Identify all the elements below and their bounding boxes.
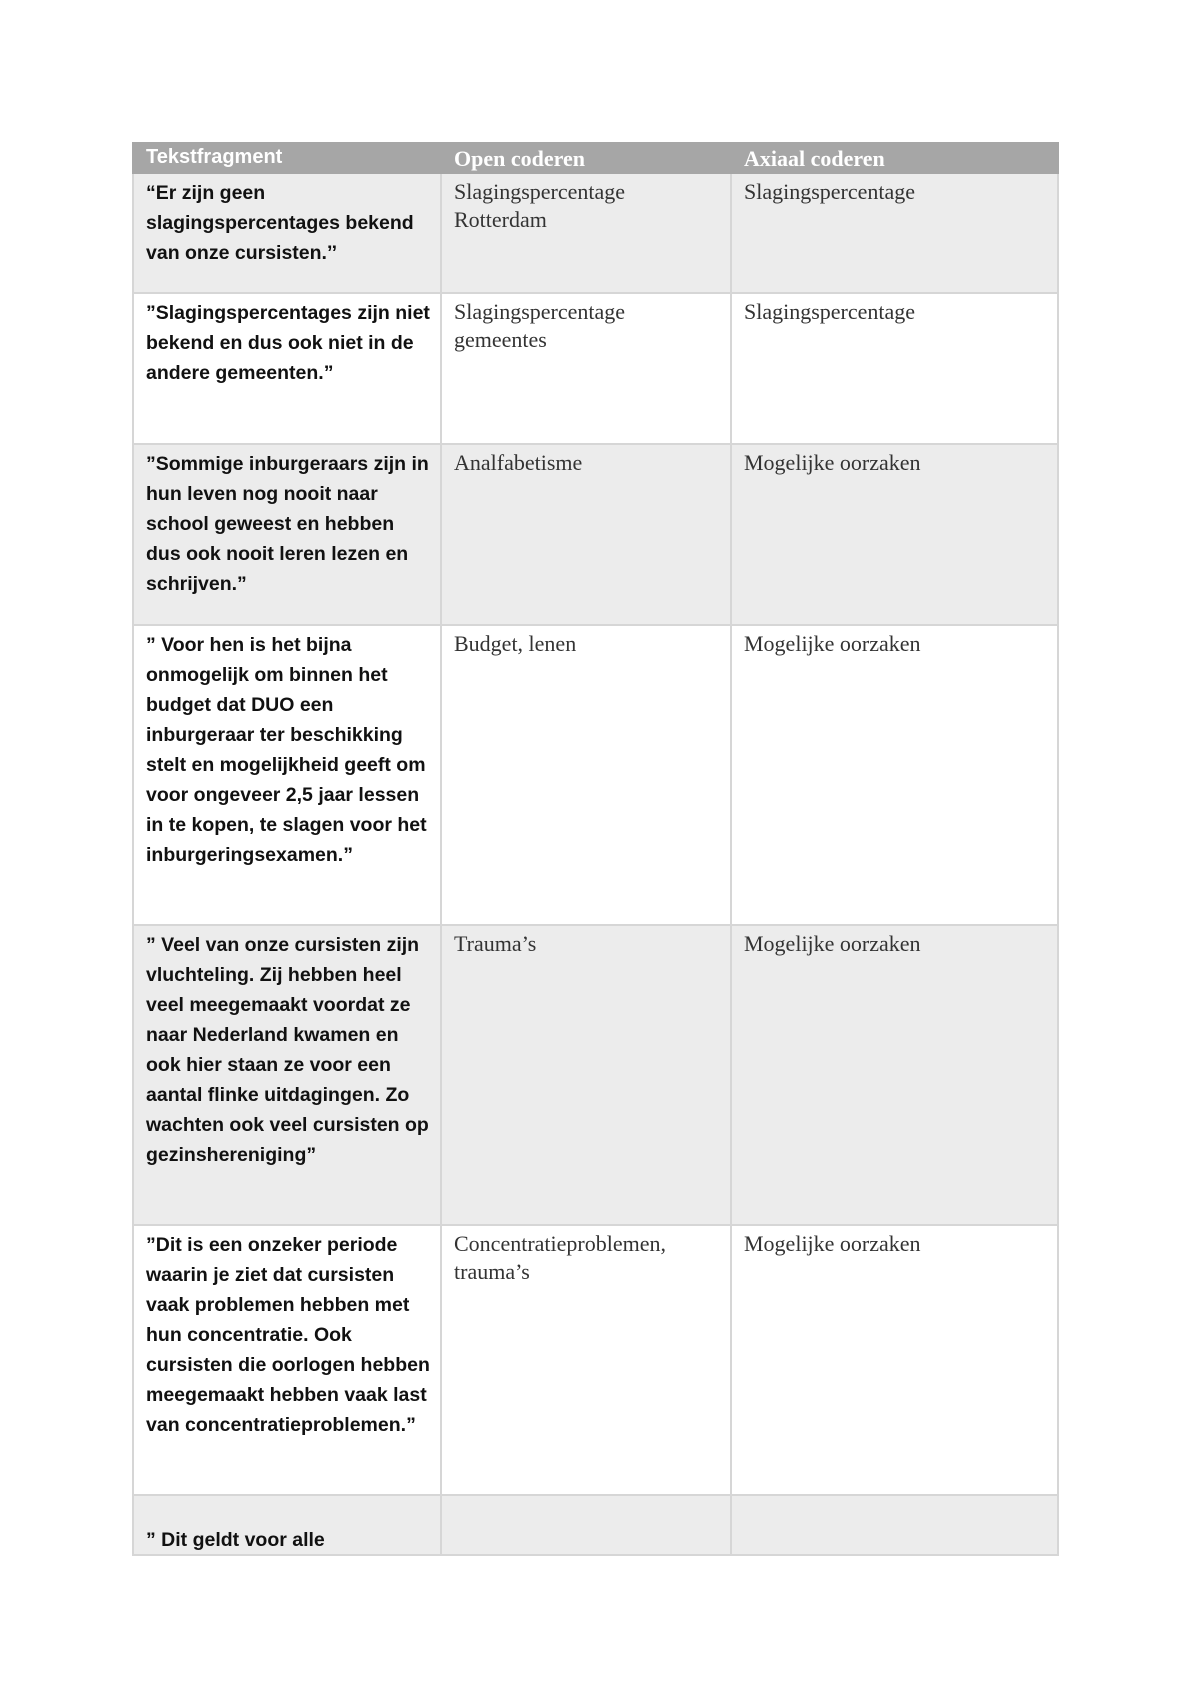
axial-code-cell: Mogelijke oorzaken	[731, 444, 1058, 625]
table-row	[133, 444, 1058, 625]
table-row	[133, 1225, 1058, 1495]
table-row	[133, 625, 1058, 925]
coding-table	[132, 142, 1059, 1556]
fragment-cell: ” Voor hen is het bijna onmogelijk om binnen het budget dat DUO een inburgeraar ter beschikking stelt en mogelijkheid geeft om voor ongeveer 2,5 jaar lessen in te kopen, te slagen voor het inburgeringsexamen.”	[133, 625, 441, 925]
fragment-cell: ”Dit is een onzeker periode waarin je ziet dat cursisten vaak problemen hebben met hun concentratie. Ook cursisten die oorlogen hebben meegemaakt hebben vaak last van concentratieproblemen.”	[133, 1225, 441, 1495]
open-code-cell: Trauma’s	[441, 925, 731, 1225]
fragment-cell: ” Dit geldt voor alle	[133, 1495, 441, 1555]
open-code-cell	[441, 1495, 731, 1555]
open-code-cell: Budget, lenen	[441, 625, 731, 925]
open-code-cell: Analfabetisme	[441, 444, 731, 625]
fragment-cell: ” Veel van onze cursisten zijn vluchteling. Zij hebben heel veel meegemaakt voordat ze naar Nederland kwamen en ook hier staan ze voor een aantal flinke uitdagingen. Zo wachten ook veel cursisten op gezinshereniging”	[133, 925, 441, 1225]
fragment-cell: ”Sommige inburgeraars zijn in hun leven nog nooit naar school geweest en hebben dus ook nooit leren lezen en schrijven.”	[133, 444, 441, 625]
axial-code-cell: Mogelijke oorzaken	[731, 1225, 1058, 1495]
open-code-cell: Slagingspercentage gemeentes	[441, 293, 731, 444]
header-axiaal-coderen: Axiaal coderen	[731, 143, 1058, 173]
table-row	[133, 293, 1058, 444]
header-open-coderen: Open coderen	[441, 143, 731, 173]
table-header-row	[133, 143, 1058, 173]
fragment-cell: ”Slagingspercentages zijn niet bekend en dus ook niet in de andere gemeenten.”	[133, 293, 441, 444]
open-code-cell: Slagingspercentage Rotterdam	[441, 173, 731, 293]
open-code-cell: Concentratieproblemen, trauma’s	[441, 1225, 731, 1495]
header-tekstfragment: Tekstfragment	[133, 143, 441, 173]
axial-code-cell: Mogelijke oorzaken	[731, 925, 1058, 1225]
table-row	[133, 1495, 1058, 1555]
axial-code-cell: Slagingspercentage	[731, 173, 1058, 293]
table-row	[133, 173, 1058, 293]
axial-code-cell: Slagingspercentage	[731, 293, 1058, 444]
axial-code-cell: Mogelijke oorzaken	[731, 625, 1058, 925]
fragment-cell: “Er zijn geen slagingspercentages bekend van onze cursisten.’’	[133, 173, 441, 293]
table-row	[133, 925, 1058, 1225]
axial-code-cell	[731, 1495, 1058, 1555]
